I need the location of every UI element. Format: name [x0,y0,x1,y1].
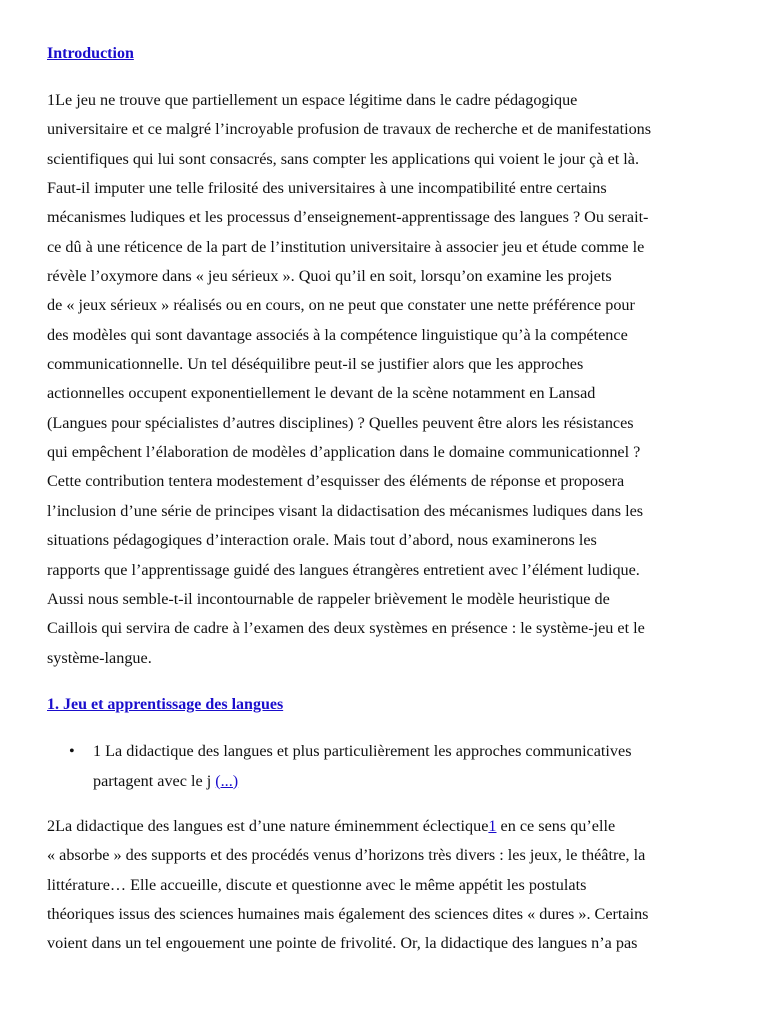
paragraph-number: 1 [47,91,56,109]
paragraph-line: situations pédagogiques d’interaction orale. Mais tout d’abord, nous examinerons les [47,531,597,550]
paragraph-line-text: en ce sens qu’elle [496,817,616,835]
heading-section-1[interactable]: 1. Jeu et apprentissage des langues [47,696,284,713]
paragraph-line: scientifiques qui lui sont consacrés, sans compter les applications qui voient le jour çà et là. [47,149,640,168]
paragraph-line: littérature… Elle accueille, discute et questionne avec le même appétit les postulats [47,875,587,894]
footnote-list [47,737,727,796]
paragraph-line: révèle l’oxymore dans « jeu sérieux ». Quoi qu’il en soit, lorsqu’on examine les projets [47,267,612,286]
footnote-line: 1 La didactique des langues et plus particulièrement les approches communicatives [93,742,632,760]
paragraph-line: Caillois qui servira de cadre à l’examen des deux systèmes en présence : le système-jeu et le [47,619,645,638]
bullet-icon: • [69,742,75,760]
paragraph-2 [47,812,727,959]
paragraph-line: Faut-il imputer une telle frilosité des universitaires à une incompatibilité entre certains [47,179,607,198]
footnote-more-link[interactable]: (...) [215,771,239,790]
paragraph-line: communicationnelle. Un tel déséquilibre peut-il se justifier alors que les approches [47,355,584,374]
paragraph-line: l’inclusion d’une série de principes visant la didactisation des mécanismes ludiques dans les [47,501,644,520]
paragraph-line [47,812,727,841]
paragraph-line-text: La didactique des langues est d’une nature éminemment éclectique [55,817,489,835]
paragraph-line: Aussi nous semble-t-il incontournable de rappeler brièvement le modèle heuristique de [47,589,610,608]
paragraph-line: qui empêchent l’élaboration de modèles d’application dans le domaine communicationnel ? [47,443,641,462]
footnote-text: partagent avec le j [93,771,216,790]
paragraph-line: des modèles qui sont davantage associés à la compétence linguistique qu’à la compétence [47,325,628,344]
paragraph-line-text: Le jeu ne trouve que partiellement un espace légitime dans le cadre pédagogique [55,91,578,109]
footnote-item [47,737,727,796]
paragraph-1 [47,86,727,673]
paragraph-line: ce dû à une réticence de la part de l’institution universitaire à associer jeu et étude comme le [47,237,645,256]
paragraph-number: 2 [47,817,56,835]
paragraph-line: mécanismes ludiques et les processus d’enseignement-apprentissage des langues ? Ou serait- [47,208,649,227]
heading-introduction[interactable]: Introduction [47,45,134,62]
paragraph-line: voient dans un tel engouement une pointe de frivolité. Or, la didactique des langues n’a pas [47,934,638,953]
footnote-line [93,767,727,797]
footnote-ref-link[interactable]: 1 [488,817,497,835]
paragraph-line: de « jeux sérieux » réalisés ou en cours, on ne peut que constater une nette préférence pour [47,296,635,315]
paragraph-line: actionnelles occupent exponentiellement le devant de la scène notamment en Lansad [47,384,596,403]
paragraph-line: théoriques issus des sciences humaines mais également des sciences dites « dures ». Certains [47,905,649,924]
paragraph-line: système-langue. [47,648,152,667]
paragraph-line: universitaire et ce malgré l’incroyable profusion de travaux de recherche et de manifestations [47,120,652,139]
paragraph-line: Cette contribution tentera modestement d’esquisser des éléments de réponse et proposera [47,472,625,491]
paragraph-line: « absorbe » des supports et des procédés venus d’horizons très divers : les jeux, le théâtre, la [47,846,646,865]
paragraph-line [47,86,727,115]
paragraph-line: rapports que l’apprentissage guidé des langues étrangères entretient avec l’élément ludique. [47,560,640,579]
paragraph-line: (Langues pour spécialistes d’autres disciplines) ? Quelles peuvent être alors les résistances [47,413,634,432]
